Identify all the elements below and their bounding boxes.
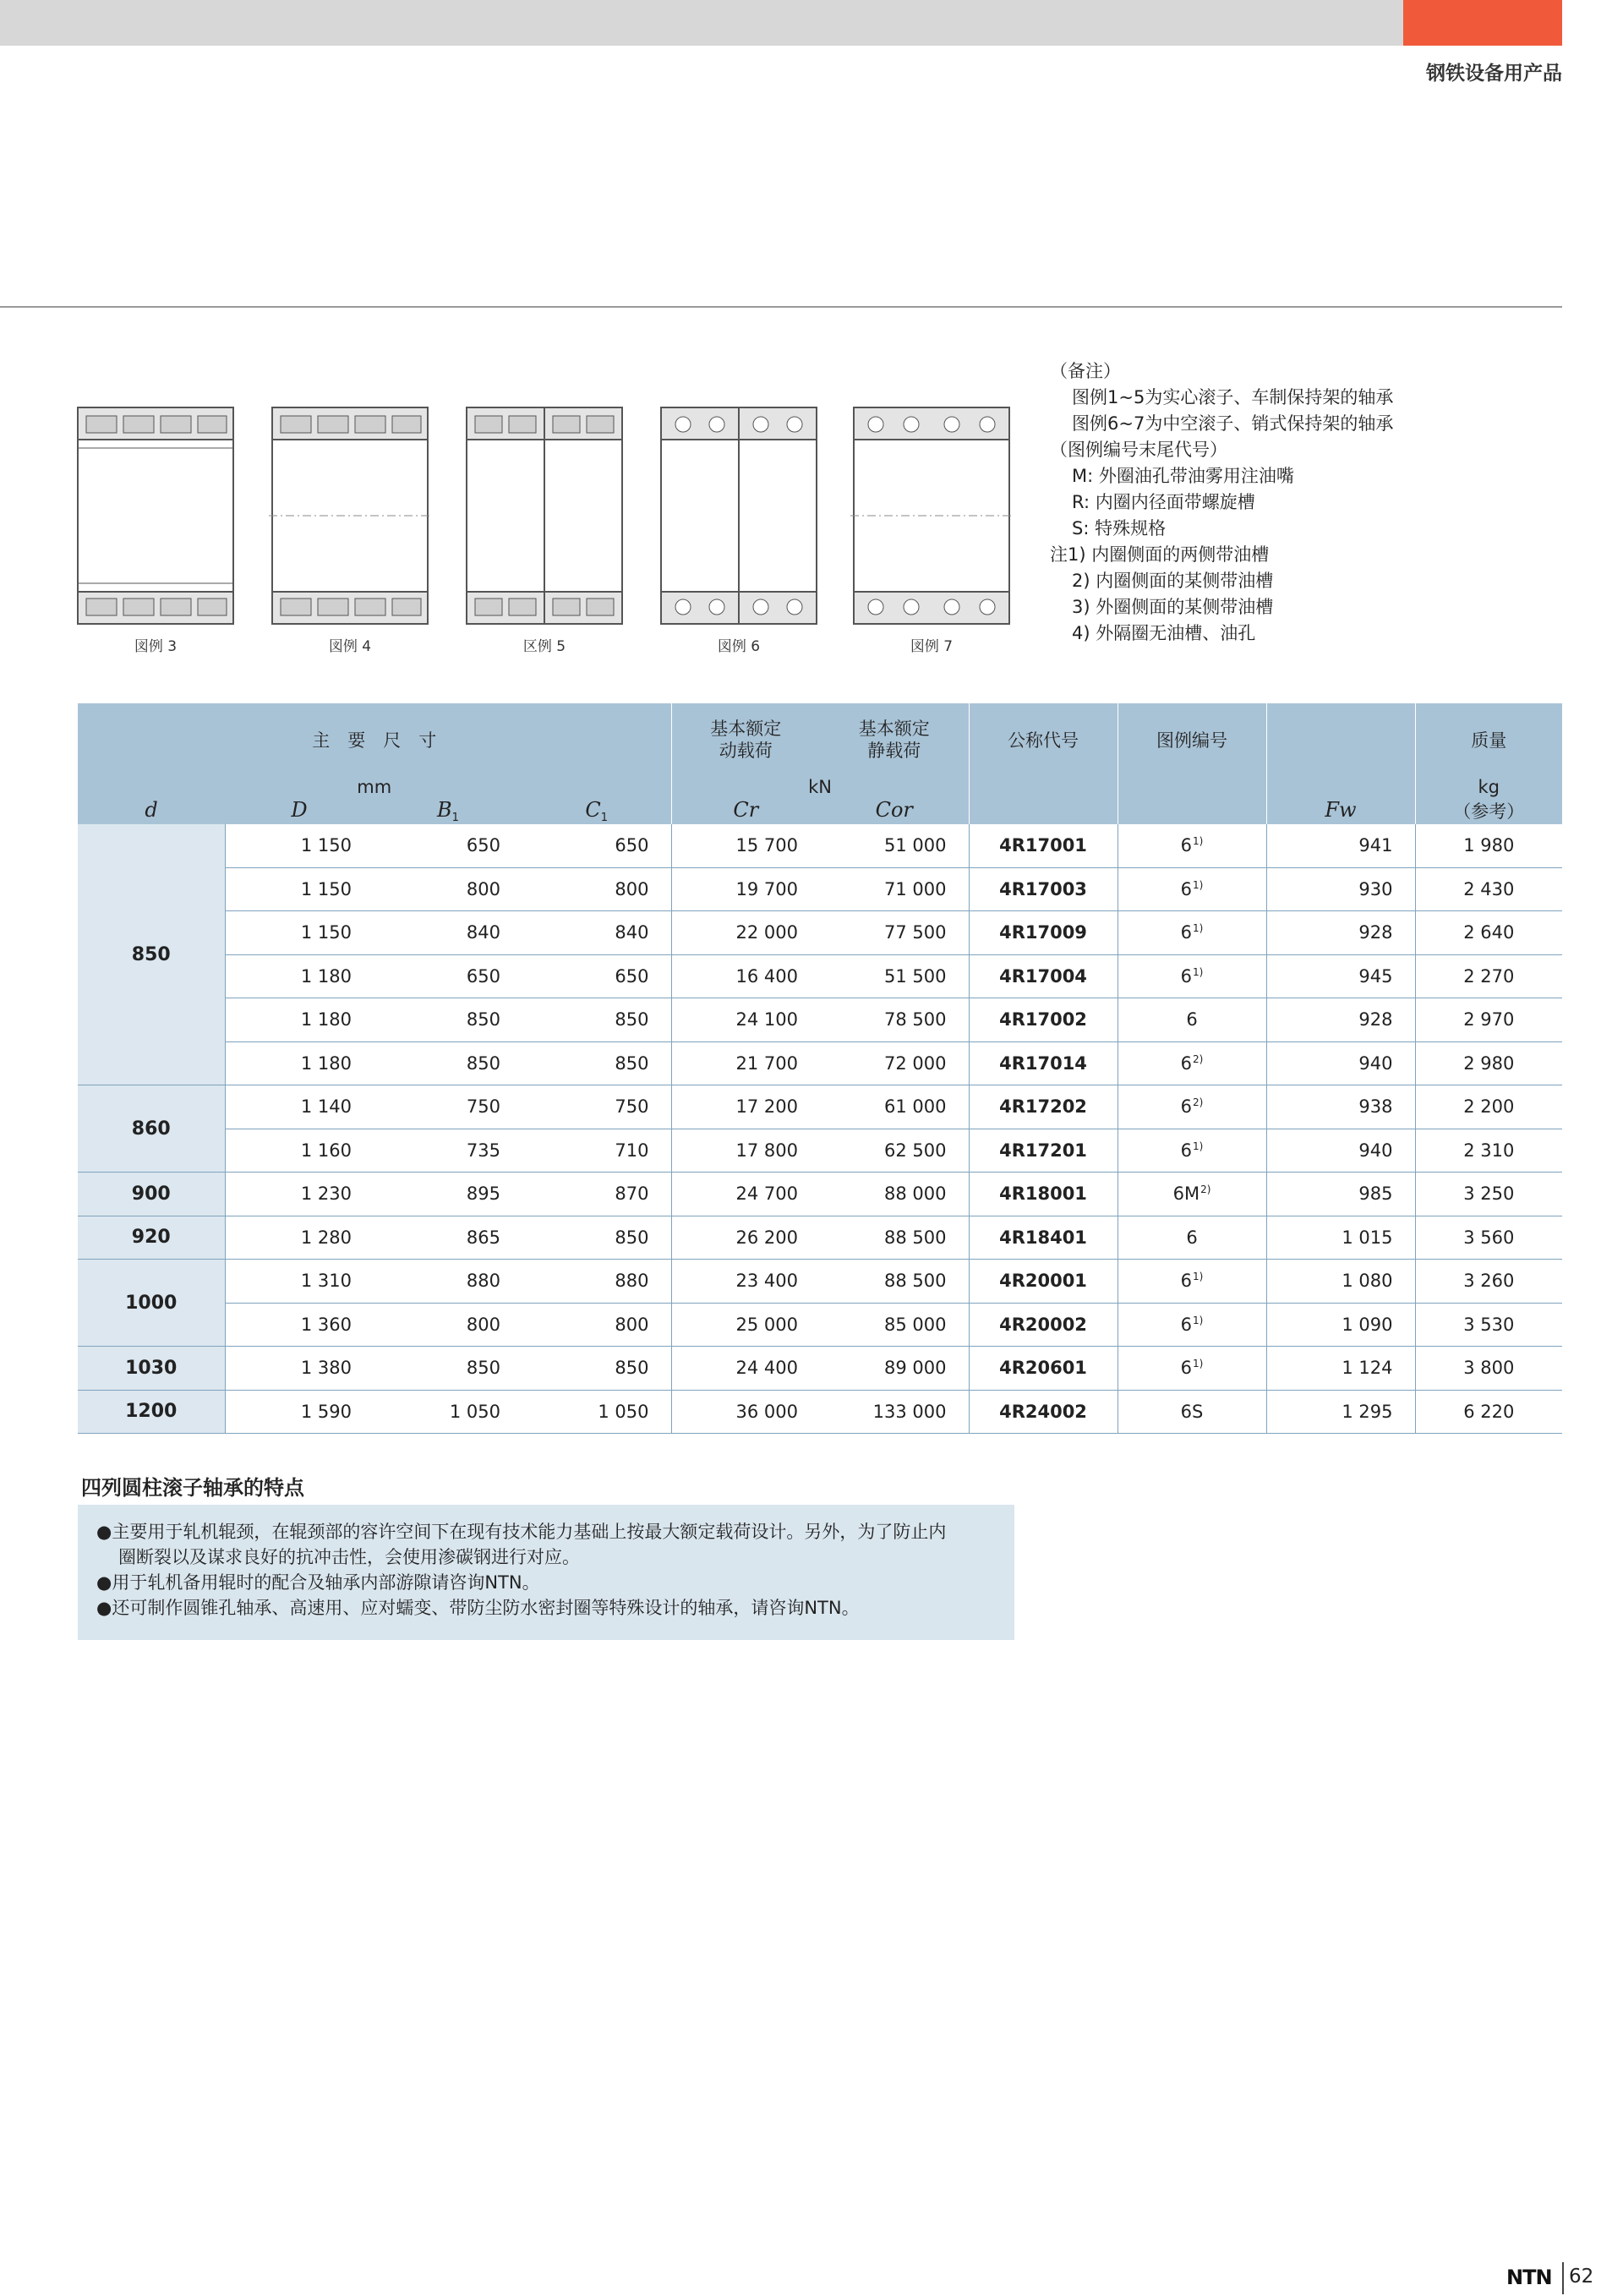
cell-Fw: 928 — [1266, 911, 1415, 955]
cell-D: 1 280 — [225, 1216, 374, 1260]
cell-mass: 3 250 — [1415, 1173, 1562, 1216]
cell-mass: 2 640 — [1415, 911, 1562, 955]
figure-7 — [850, 406, 1013, 655]
cell-Fw: 940 — [1266, 1129, 1415, 1173]
table-row — [78, 824, 1562, 867]
cell-Cor: 78 500 — [820, 998, 969, 1042]
cell-B1: 840 — [374, 911, 522, 955]
cell-Cr: 24 100 — [671, 998, 820, 1042]
fig-number: 6 — [1180, 965, 1193, 987]
header-main-dims: 主 要 尺 寸 — [78, 703, 671, 776]
cell-code: 4R17201 — [969, 1129, 1118, 1173]
header-sym-Cor: Cor — [820, 798, 969, 824]
fig-number: 6 — [1180, 1358, 1193, 1379]
cell-D: 1 140 — [225, 1085, 374, 1129]
cell-d: 860 — [78, 1085, 225, 1173]
figure-5 — [463, 406, 626, 655]
cell-mass: 3 530 — [1415, 1303, 1562, 1347]
cell-Fw: 941 — [1266, 824, 1415, 867]
cell-code: 4R17001 — [969, 824, 1118, 867]
table-row — [78, 1129, 1562, 1173]
figure-caption: 図例 4 — [328, 638, 372, 655]
cell-D: 1 150 — [225, 824, 374, 867]
cell-mass: 1 980 — [1415, 824, 1562, 867]
cell-fig — [1118, 911, 1266, 955]
cell-D: 1 230 — [225, 1173, 374, 1216]
fig-number: 6 — [1180, 1271, 1193, 1292]
figure-6 — [658, 406, 820, 655]
cell-mass: 2 980 — [1415, 1041, 1562, 1085]
cell-D: 1 360 — [225, 1303, 374, 1347]
cell-fig — [1118, 1260, 1266, 1304]
notes-block — [1050, 358, 1557, 647]
section-title: 钢铁设备用产品 — [1426, 63, 1562, 85]
note-line: 图例1~5为实心滚子、车制保持架的轴承 — [1072, 387, 1394, 407]
cell-C1: 850 — [522, 998, 671, 1042]
cell-Fw: 930 — [1266, 867, 1415, 911]
fig-note: 1) — [1193, 1314, 1204, 1326]
cell-Cr: 17 800 — [671, 1129, 820, 1173]
features-box — [78, 1505, 1014, 1640]
section-color-tab — [1403, 0, 1562, 46]
cell-Cr: 15 700 — [671, 824, 820, 867]
cell-mass: 2 310 — [1415, 1129, 1562, 1173]
cell-Cr: 19 700 — [671, 867, 820, 911]
header-mass: 质量 — [1415, 703, 1562, 776]
cell-code: 4R24002 — [969, 1390, 1118, 1434]
cell-Fw: 1 124 — [1266, 1347, 1415, 1391]
cell-Cor: 62 500 — [820, 1129, 969, 1173]
cell-C1: 850 — [522, 1216, 671, 1260]
bearing-drawing-icon — [74, 406, 237, 626]
figure-caption: 図例 6 — [717, 638, 761, 655]
page-number: 62 — [1569, 2266, 1594, 2288]
cell-mass: 2 430 — [1415, 867, 1562, 911]
figure-caption: 区例 5 — [522, 638, 566, 655]
feature-line: ●还可制作圆锥孔轴承、高速用、应对蠕变、带防尘防水密封圈等特殊设计的轴承，请咨询NTN。 — [96, 1598, 860, 1618]
cell-B1: 650 — [374, 824, 522, 867]
cell-B1: 895 — [374, 1173, 522, 1216]
cell-mass: 6 220 — [1415, 1390, 1562, 1434]
cell-D: 1 180 — [225, 998, 374, 1042]
cell-C1: 850 — [522, 1347, 671, 1391]
header-ref: （参考） — [1415, 798, 1562, 824]
cell-D: 1 380 — [225, 1347, 374, 1391]
features-title: 四列圆柱滚子轴承的特点 — [81, 1476, 304, 1500]
cell-Cor: 72 000 — [820, 1041, 969, 1085]
cell-Cr: 24 700 — [671, 1173, 820, 1216]
table-row — [78, 1260, 1562, 1304]
cell-B1: 880 — [374, 1260, 522, 1304]
cell-Cr: 36 000 — [671, 1390, 820, 1434]
note-line: 注1) 内圈侧面的两侧带油槽 — [1050, 544, 1270, 565]
cell-C1: 840 — [522, 911, 671, 955]
cell-B1: 750 — [374, 1085, 522, 1129]
cell-d: 1030 — [78, 1347, 225, 1391]
header-unit-kn: kN — [671, 776, 969, 798]
footer-separator — [1562, 2262, 1564, 2294]
cell-Cr: 16 400 — [671, 954, 820, 998]
cell-C1: 880 — [522, 1260, 671, 1304]
cell-Fw: 1 295 — [1266, 1390, 1415, 1434]
cell-Fw: 1 080 — [1266, 1260, 1415, 1304]
cell-mass: 2 200 — [1415, 1085, 1562, 1129]
header-sym-B1: $B_1$ — [374, 798, 522, 824]
fig-note: 1) — [1193, 1140, 1204, 1152]
cell-mass: 3 260 — [1415, 1260, 1562, 1304]
cell-d: 850 — [78, 824, 225, 1085]
header-unit-mm: mm — [78, 776, 671, 798]
cell-d: 920 — [78, 1216, 225, 1260]
cell-code: 4R17009 — [969, 911, 1118, 955]
cell-d: 1000 — [78, 1260, 225, 1347]
cell-code: 4R17003 — [969, 867, 1118, 911]
cell-mass: 3 800 — [1415, 1347, 1562, 1391]
cell-C1: 800 — [522, 1303, 671, 1347]
figure-3 — [74, 406, 237, 655]
cell-Cr: 17 200 — [671, 1085, 820, 1129]
cell-fig — [1118, 1347, 1266, 1391]
cell-Cr: 23 400 — [671, 1260, 820, 1304]
note-line: 3) 外圈侧面的某侧带油槽 — [1072, 597, 1274, 617]
cell-d: 1200 — [78, 1390, 225, 1434]
cell-Cor: 77 500 — [820, 911, 969, 955]
cell-B1: 800 — [374, 867, 522, 911]
fig-note: 2) — [1200, 1184, 1211, 1196]
header-blank — [969, 798, 1118, 824]
cell-fig — [1118, 1129, 1266, 1173]
divider-rule — [0, 306, 1562, 308]
table-row — [78, 1390, 1562, 1434]
cell-mass: 2 970 — [1415, 998, 1562, 1042]
fig-number: 6 — [1180, 922, 1193, 943]
cell-D: 1 590 — [225, 1390, 374, 1434]
cell-C1: 870 — [522, 1173, 671, 1216]
cell-fig — [1118, 1085, 1266, 1129]
cell-Fw: 938 — [1266, 1085, 1415, 1129]
table-row — [78, 1173, 1562, 1216]
fig-note: 2) — [1193, 1096, 1204, 1109]
table-row — [78, 998, 1562, 1042]
table-row — [78, 1216, 1562, 1260]
fig-number: 6 — [1180, 878, 1193, 899]
table-row — [78, 1347, 1562, 1391]
cell-Cor: 133 000 — [820, 1390, 969, 1434]
fig-note: 1) — [1193, 965, 1204, 978]
feature-line: ●用于轧机备用辊时的配合及轴承内部游隙请咨询NTN。 — [96, 1572, 540, 1593]
table-row — [78, 1085, 1562, 1129]
cell-Cr: 25 000 — [671, 1303, 820, 1347]
cell-B1: 850 — [374, 1347, 522, 1391]
fig-number: 6 — [1180, 1052, 1193, 1074]
fig-number: 6 — [1180, 1140, 1193, 1161]
cell-B1: 735 — [374, 1129, 522, 1173]
cell-C1: 800 — [522, 867, 671, 911]
feature-line: 圈断裂以及谋求良好的抗冲击性，会使用渗碳钢进行对应。 — [118, 1547, 580, 1567]
bearing-spec-table — [78, 703, 1562, 1434]
cell-C1: 650 — [522, 954, 671, 998]
fig-number: 6 — [1186, 1009, 1198, 1030]
cell-D: 1 180 — [225, 954, 374, 998]
cell-Cr: 24 400 — [671, 1347, 820, 1391]
figure-caption: 図例 3 — [134, 638, 178, 655]
fig-note: 1) — [1193, 922, 1204, 935]
table-row — [78, 954, 1562, 998]
bearing-figures — [74, 406, 1021, 659]
fig-note: 2) — [1193, 1052, 1204, 1065]
bearing-drawing-icon — [463, 406, 626, 626]
note-line: 4) 外隔圈无油槽、油孔 — [1072, 623, 1256, 643]
cell-D: 1 160 — [225, 1129, 374, 1173]
cell-Cor: 88 500 — [820, 1216, 969, 1260]
cell-Fw: 985 — [1266, 1173, 1415, 1216]
header-blank — [1266, 776, 1415, 798]
cell-code: 4R18401 — [969, 1216, 1118, 1260]
cell-B1: 850 — [374, 1041, 522, 1085]
cell-fig — [1118, 1303, 1266, 1347]
note-line: （备注） — [1050, 361, 1121, 381]
header-unit-kg: kg — [1415, 776, 1562, 798]
header-sym-Cr: Cr — [671, 798, 820, 824]
top-bar — [0, 0, 1562, 46]
cell-code: 4R17004 — [969, 954, 1118, 998]
cell-Cor: 51 000 — [820, 824, 969, 867]
header-sym-D: D — [225, 798, 374, 824]
header-fig-no: 图例编号 — [1118, 703, 1266, 776]
figure-4 — [269, 406, 431, 655]
cell-C1: 710 — [522, 1129, 671, 1173]
cell-code: 4R20001 — [969, 1260, 1118, 1304]
cell-fig — [1118, 998, 1266, 1042]
cell-B1: 650 — [374, 954, 522, 998]
cell-fig — [1118, 1216, 1266, 1260]
cell-code: 4R20601 — [969, 1347, 1118, 1391]
cell-Cor: 51 500 — [820, 954, 969, 998]
note-line: 2) 内圈侧面的某侧带油槽 — [1072, 571, 1274, 591]
ntn-logo: NTN — [1506, 2266, 1552, 2289]
header-blank — [1118, 798, 1266, 824]
note-line: M: 外圈油孔带油雾用注油嘴 — [1072, 466, 1294, 486]
figure-caption: 図例 7 — [910, 638, 954, 655]
cell-d: 900 — [78, 1173, 225, 1216]
cell-D: 1 150 — [225, 867, 374, 911]
cell-fig — [1118, 1041, 1266, 1085]
cell-code: 4R18001 — [969, 1173, 1118, 1216]
fig-number: 6 — [1180, 835, 1193, 856]
header-sym-Fw: Fw — [1266, 798, 1415, 824]
bearing-drawing-icon — [269, 406, 431, 626]
cell-fig — [1118, 1173, 1266, 1216]
header-sym-d: d — [78, 798, 225, 824]
cell-C1: 750 — [522, 1085, 671, 1129]
cell-fig — [1118, 867, 1266, 911]
header-code: 公称代号 — [969, 703, 1118, 776]
cell-C1: 850 — [522, 1041, 671, 1085]
cell-D: 1 150 — [225, 911, 374, 955]
fig-note: 1) — [1193, 1271, 1204, 1283]
bearing-drawing-icon — [850, 406, 1013, 626]
table-row — [78, 867, 1562, 911]
cell-B1: 850 — [374, 998, 522, 1042]
fig-number: 6M — [1172, 1184, 1200, 1205]
cell-Cr: 22 000 — [671, 911, 820, 955]
header-stat-load: 基本额定 静载荷 — [820, 703, 969, 776]
table-row — [78, 1041, 1562, 1085]
table-row — [78, 1303, 1562, 1347]
table-row — [78, 911, 1562, 955]
cell-Fw: 940 — [1266, 1041, 1415, 1085]
fig-note: 1) — [1193, 878, 1204, 891]
fig-note: 1) — [1193, 1358, 1204, 1370]
header-fw-blank — [1266, 703, 1415, 776]
cell-Fw: 1 015 — [1266, 1216, 1415, 1260]
fig-number: 6 — [1180, 1314, 1193, 1335]
fig-number: 6S — [1180, 1401, 1204, 1422]
cell-code: 4R17202 — [969, 1085, 1118, 1129]
header-blank — [1118, 776, 1266, 798]
header-dyn-load: 基本额定 动载荷 — [671, 703, 820, 776]
cell-Cor: 88 500 — [820, 1260, 969, 1304]
cell-fig — [1118, 1390, 1266, 1434]
cell-B1: 865 — [374, 1216, 522, 1260]
cell-code: 4R17002 — [969, 998, 1118, 1042]
cell-Cor: 71 000 — [820, 867, 969, 911]
cell-Fw: 945 — [1266, 954, 1415, 998]
fig-note: 1) — [1193, 835, 1204, 848]
note-line: 图例6~7为中空滚子、销式保持架的轴承 — [1072, 413, 1394, 434]
fig-number: 6 — [1180, 1096, 1193, 1118]
cell-code: 4R17014 — [969, 1041, 1118, 1085]
cell-B1: 800 — [374, 1303, 522, 1347]
header-sym-C1: $C_1$ — [522, 798, 671, 824]
cell-code: 4R20002 — [969, 1303, 1118, 1347]
cell-fig — [1118, 824, 1266, 867]
header-blank — [969, 776, 1118, 798]
cell-B1: 1 050 — [374, 1390, 522, 1434]
cell-Cor: 88 000 — [820, 1173, 969, 1216]
bearing-drawing-icon — [658, 406, 820, 626]
cell-mass: 2 270 — [1415, 954, 1562, 998]
note-line: S: 特殊规格 — [1072, 518, 1167, 538]
cell-Fw: 1 090 — [1266, 1303, 1415, 1347]
note-line: （图例编号末尾代号） — [1050, 440, 1227, 460]
cell-Cr: 26 200 — [671, 1216, 820, 1260]
cell-Cor: 89 000 — [820, 1347, 969, 1391]
cell-Cr: 21 700 — [671, 1041, 820, 1085]
cell-mass: 3 560 — [1415, 1216, 1562, 1260]
cell-D: 1 310 — [225, 1260, 374, 1304]
cell-Cor: 61 000 — [820, 1085, 969, 1129]
cell-C1: 1 050 — [522, 1390, 671, 1434]
cell-C1: 650 — [522, 824, 671, 867]
cell-D: 1 180 — [225, 1041, 374, 1085]
cell-Cor: 85 000 — [820, 1303, 969, 1347]
note-line: R: 内圈内径面带螺旋槽 — [1072, 492, 1255, 512]
cell-Fw: 928 — [1266, 998, 1415, 1042]
fig-number: 6 — [1186, 1227, 1198, 1248]
cell-fig — [1118, 954, 1266, 998]
feature-line: ●主要用于轧机辊颈，在辊颈部的容许空间下在现有技术能力基础上按最大额定载荷设计。另外，为了防止内 — [96, 1522, 947, 1542]
